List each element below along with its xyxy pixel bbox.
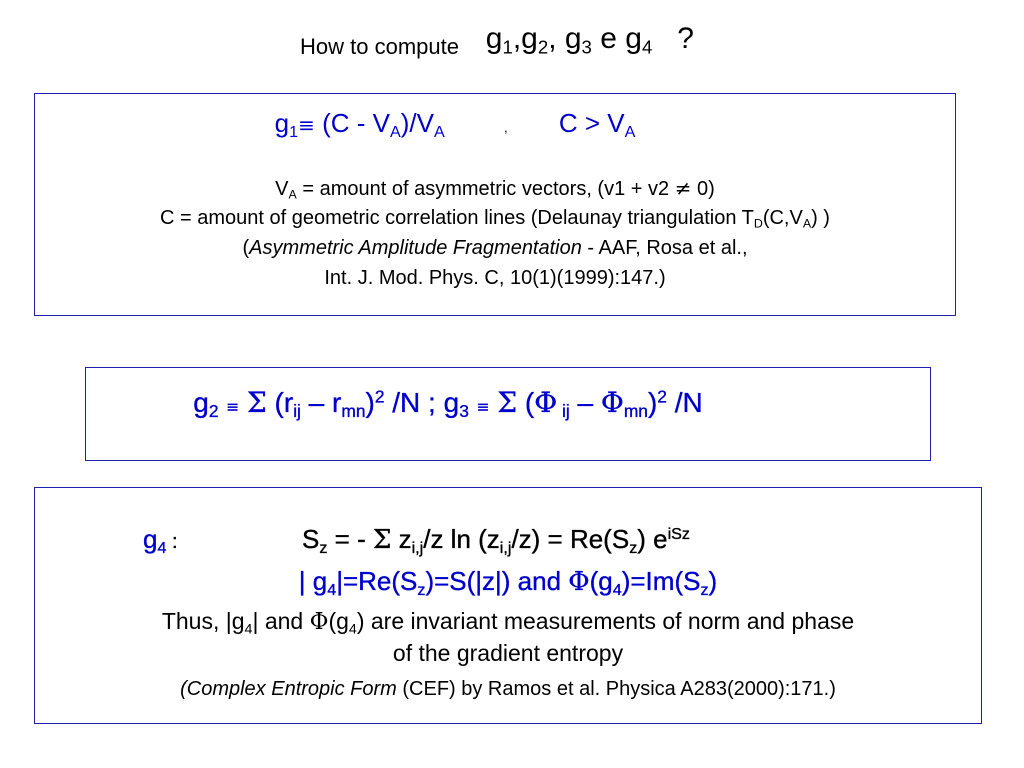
title-formula: $g_1,g_2$, $g_3$ e $g_4$ ? (485, 22, 694, 58)
g4-definition-box (34, 487, 982, 724)
invariance-statement: Thus, $|g_4|$ and $\Phi(g_4)$ are invariant measurements of norm and phase (161, 608, 855, 638)
g2-g3-formula: $g_2 \equiv \Sigma$ $(r_{ij} - r_{mn})^2$ /N ; $g_3 \equiv \Sigma$ (Φ $_{ij} - \Phi_{mn})^2$ /N (193, 386, 703, 422)
slide-title (0, 22, 1024, 62)
g4-formula: $g_4$ : $S_z$ = - Σ $z_{i,j}/z$ $\ln (z_{i,j}/z) = Re(S_z)$ $e^{iSz}$ (143, 524, 690, 557)
g1-definition-box (34, 93, 956, 316)
cef-citation: (Complex Entropic Form (CEF) by Ramos et al. Physica A283(2000):171.) (180, 678, 836, 700)
c-description: C = amount of geometric correlation lines (Delaunay triangulation $T_D(C,V_A)$ ) (160, 207, 830, 231)
g1-formula: $g_1\equiv (C - V_A)/V_A$ , $C > V_A$ (274, 108, 636, 141)
g2-g3-definition-box (85, 367, 931, 461)
aaf-citation: Int. J. Mod. Phys. C, 10(1)(1999):147.) (324, 267, 666, 289)
aaf-reference: (Asymmetric Amplitude Fragmentation - AAF, Rosa et al., (242, 237, 748, 259)
va-description: $V_A$ = amount of asymmetric vectors, (v1 + v2 ≠ 0) (275, 176, 715, 202)
invariance-statement-cont: of the gradient entropy (392, 640, 624, 666)
g4-norm-phase-formula: | $g_4|=Re(S_z)=S(|z|)$ and $\Phi(g_4)=Im(S_z)$ (298, 566, 718, 599)
title-prefix: How to compute (300, 34, 459, 59)
